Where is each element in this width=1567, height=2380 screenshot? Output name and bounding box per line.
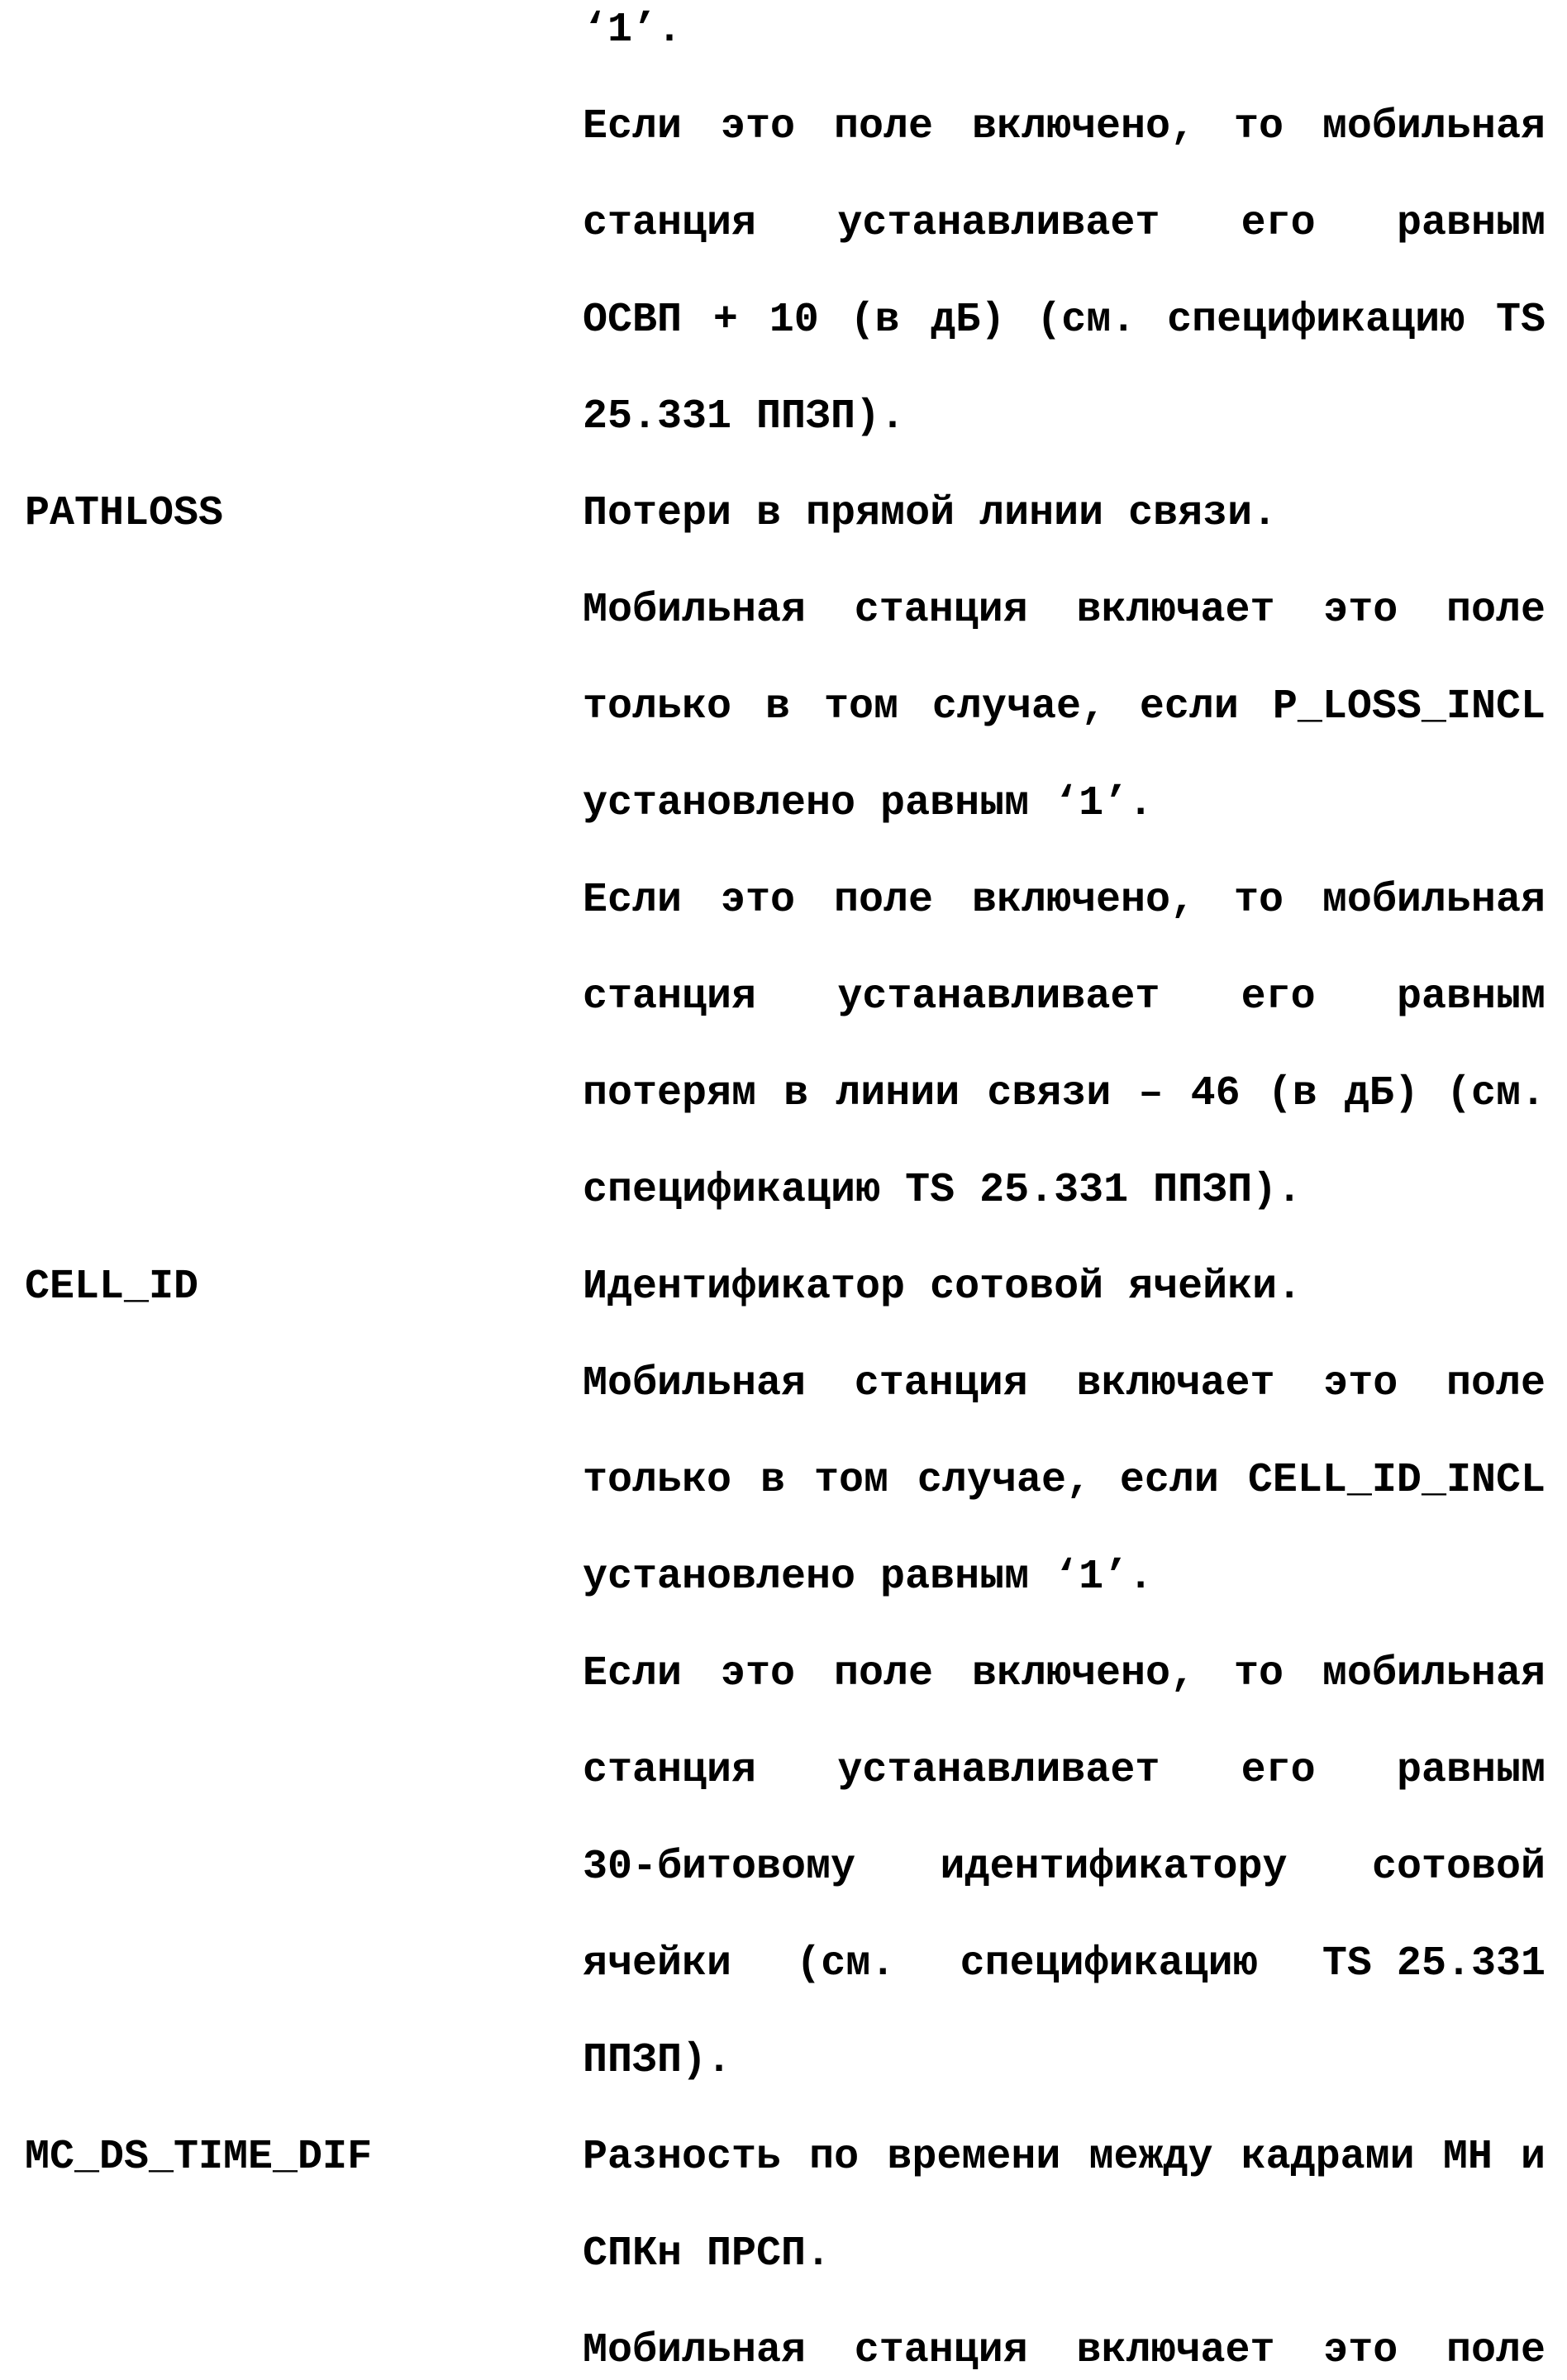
term-label-empty	[0, 562, 583, 659]
term-label-empty	[0, 1335, 583, 1432]
word: равным	[1396, 200, 1546, 247]
line-text	[583, 659, 1546, 755]
word: его	[1241, 200, 1316, 247]
word: потерям	[583, 1070, 757, 1117]
doc-line-row	[0, 1142, 1546, 1239]
word: TS 25.331	[1322, 1940, 1546, 1987]
word: (см.	[1446, 1070, 1546, 1117]
word: поле	[1446, 1360, 1546, 1407]
line-text	[583, 272, 1546, 369]
term-label-empty	[0, 1722, 583, 1819]
word: станция	[854, 587, 1028, 634]
word: станция	[583, 1747, 757, 1794]
word: равным	[1396, 973, 1546, 1021]
line-text: спецификацию TS 25.331 ППЗП).	[583, 1167, 1303, 1214]
word: это	[720, 103, 795, 150]
doc-line-row	[0, 1045, 1546, 1142]
word: это	[1323, 587, 1398, 634]
doc-line-row	[0, 272, 1546, 369]
term-label-empty	[0, 1916, 583, 2012]
term-label-empty	[0, 1045, 583, 1142]
line-text	[583, 1432, 1546, 1529]
doc-line-row	[0, 2012, 1546, 2109]
word: только	[583, 683, 732, 731]
line-text	[583, 2109, 1546, 2206]
word: том	[813, 1457, 888, 1504]
doc-line-row	[0, 1819, 1546, 1916]
word: устанавливает	[837, 1747, 1160, 1794]
word: то	[1233, 1650, 1284, 1697]
term-label-empty	[0, 852, 583, 949]
term-label-empty	[0, 272, 583, 369]
word: 30-битовому	[583, 1844, 856, 1891]
word: включает	[1076, 1360, 1275, 1407]
word: 46	[1190, 1070, 1241, 1117]
line-text	[583, 1722, 1546, 1819]
line-text: Идентификатор сотовой ячейки.	[583, 1264, 1303, 1311]
word: то	[1233, 877, 1284, 924]
word: включено,	[971, 877, 1195, 924]
term-label: CELL_ID	[25, 1264, 199, 1311]
word: случае,	[931, 683, 1106, 731]
word: равным	[1396, 1747, 1546, 1794]
word: по	[809, 2134, 860, 2181]
term-label-empty	[0, 2206, 583, 2302]
word: поле	[1446, 2327, 1546, 2374]
word: станция	[854, 2327, 1028, 2374]
word: МН	[1442, 2134, 1493, 2181]
word: его	[1241, 1747, 1316, 1794]
line-text: установлено равным ‘1’.	[583, 780, 1154, 827]
doc-line-row	[0, 2109, 1546, 2206]
doc-line-row	[0, 175, 1546, 272]
word: (см.	[1036, 297, 1136, 344]
word: ячейки	[583, 1940, 732, 1987]
word: это	[720, 877, 795, 924]
doc-line-row	[0, 0, 1546, 79]
word: то	[1233, 103, 1284, 150]
term-label-empty	[0, 949, 583, 1045]
doc-line-row	[0, 562, 1546, 659]
line-text: СПКн ПРСП.	[583, 2230, 831, 2278]
term-label-empty	[0, 369, 583, 465]
word: мобильная	[1322, 877, 1546, 924]
word: в	[760, 1457, 785, 1504]
word: времени	[887, 2134, 1061, 2181]
word: включает	[1076, 2327, 1275, 2374]
word: устанавливает	[837, 973, 1160, 1021]
word: CELL_ID_INCL	[1247, 1457, 1546, 1504]
word: станция	[583, 200, 757, 247]
word: случае,	[917, 1457, 1091, 1504]
word: идентификатору	[940, 1844, 1288, 1891]
word: только	[583, 1457, 732, 1504]
word: спецификацию	[1167, 297, 1465, 344]
doc-line-row	[0, 2206, 1546, 2302]
line-text	[583, 175, 1546, 272]
doc-line-row	[0, 852, 1546, 949]
term-label-empty	[0, 1626, 583, 1722]
term-label-empty	[0, 659, 583, 755]
line-text	[583, 949, 1546, 1045]
word: спецификацию	[960, 1940, 1258, 1987]
word: поле	[833, 877, 933, 924]
term-label: PATHLOSS	[25, 490, 224, 537]
word: кадрами	[1241, 2134, 1415, 2181]
doc-line-row	[0, 1916, 1546, 2012]
word: если	[1119, 1457, 1219, 1504]
word: +	[712, 297, 738, 344]
word: P_LOSS_INCL	[1272, 683, 1546, 731]
line-text	[583, 852, 1546, 949]
word: мобильная	[1322, 1650, 1546, 1697]
doc-line-row	[0, 1529, 1546, 1626]
word: линии	[836, 1070, 960, 1117]
word: поле	[833, 1650, 933, 1697]
term-label: MC_DS_TIME_DIF	[25, 2134, 373, 2181]
word: его	[1241, 973, 1316, 1021]
word: и	[1520, 2134, 1546, 2181]
doc-line-row	[0, 1432, 1546, 1529]
word: поле	[833, 103, 933, 150]
doc-line-row	[0, 79, 1546, 175]
word: (в	[1267, 1070, 1317, 1117]
word: это	[1323, 2327, 1398, 2374]
line-text	[583, 79, 1546, 175]
word: Мобильная	[583, 587, 807, 634]
word: связи	[987, 1070, 1112, 1117]
line-text	[583, 1045, 1546, 1142]
word: включено,	[971, 103, 1195, 150]
doc-line-row	[0, 1722, 1546, 1819]
word: Разность	[583, 2134, 782, 2181]
line-text: ‘1’.	[583, 7, 683, 54]
term-label-empty	[0, 1819, 583, 1916]
line-text: ППЗП).	[583, 2037, 732, 2084]
doc-line-row	[0, 1626, 1546, 1722]
word: включено,	[971, 1650, 1195, 1697]
doc-line-row	[0, 755, 1546, 852]
word: 10	[769, 297, 819, 344]
term-label-empty	[0, 755, 583, 852]
word: включает	[1076, 587, 1275, 634]
doc-line-row	[0, 369, 1546, 465]
doc-line-row	[0, 949, 1546, 1045]
doc-line-row	[0, 2302, 1546, 2380]
line-text	[583, 1819, 1546, 1916]
term-label-empty	[0, 1529, 583, 1626]
word: Мобильная	[583, 2327, 807, 2374]
word: сотовой	[1371, 1844, 1546, 1891]
word: поле	[1446, 587, 1546, 634]
word: если	[1139, 683, 1239, 731]
line-text: 25.331 ППЗП).	[583, 393, 906, 440]
word: Если	[583, 103, 683, 150]
doc-line-row	[0, 1239, 1546, 1335]
line-text: установлено равным ‘1’.	[583, 1554, 1154, 1601]
line-text: Потери в прямой линии связи.	[583, 490, 1278, 537]
word: дБ)	[931, 297, 1006, 344]
word: TS	[1495, 297, 1546, 344]
word: в	[764, 683, 790, 731]
word: устанавливает	[837, 200, 1160, 247]
word: в	[784, 1070, 809, 1117]
term-label-empty	[0, 0, 583, 79]
doc-line-row	[0, 465, 1546, 562]
doc-line-row	[0, 659, 1546, 755]
word: мобильная	[1322, 103, 1546, 150]
word: станция	[583, 973, 757, 1021]
doc-line-row	[0, 1335, 1546, 1432]
word: том	[823, 683, 898, 731]
word: (см.	[796, 1940, 896, 1987]
word: Если	[583, 877, 683, 924]
line-text	[583, 1335, 1546, 1432]
term-label-empty	[0, 1432, 583, 1529]
word: между	[1088, 2134, 1213, 2181]
line-text	[583, 1626, 1546, 1722]
word: Если	[583, 1650, 683, 1697]
word: ОСВП	[583, 297, 683, 344]
line-text	[583, 1916, 1546, 2012]
term-label-empty	[0, 2302, 583, 2380]
term-label-empty	[0, 2012, 583, 2109]
term-label-empty	[0, 79, 583, 175]
term-label-empty	[0, 1142, 583, 1239]
word: –	[1138, 1070, 1164, 1117]
line-text	[583, 2302, 1546, 2380]
word: Мобильная	[583, 1360, 807, 1407]
word: это	[1323, 1360, 1398, 1407]
word: станция	[854, 1360, 1028, 1407]
word: это	[720, 1650, 795, 1697]
word: дБ)	[1344, 1070, 1419, 1117]
word: (в	[850, 297, 900, 344]
term-label-empty	[0, 175, 583, 272]
line-text	[583, 562, 1546, 659]
